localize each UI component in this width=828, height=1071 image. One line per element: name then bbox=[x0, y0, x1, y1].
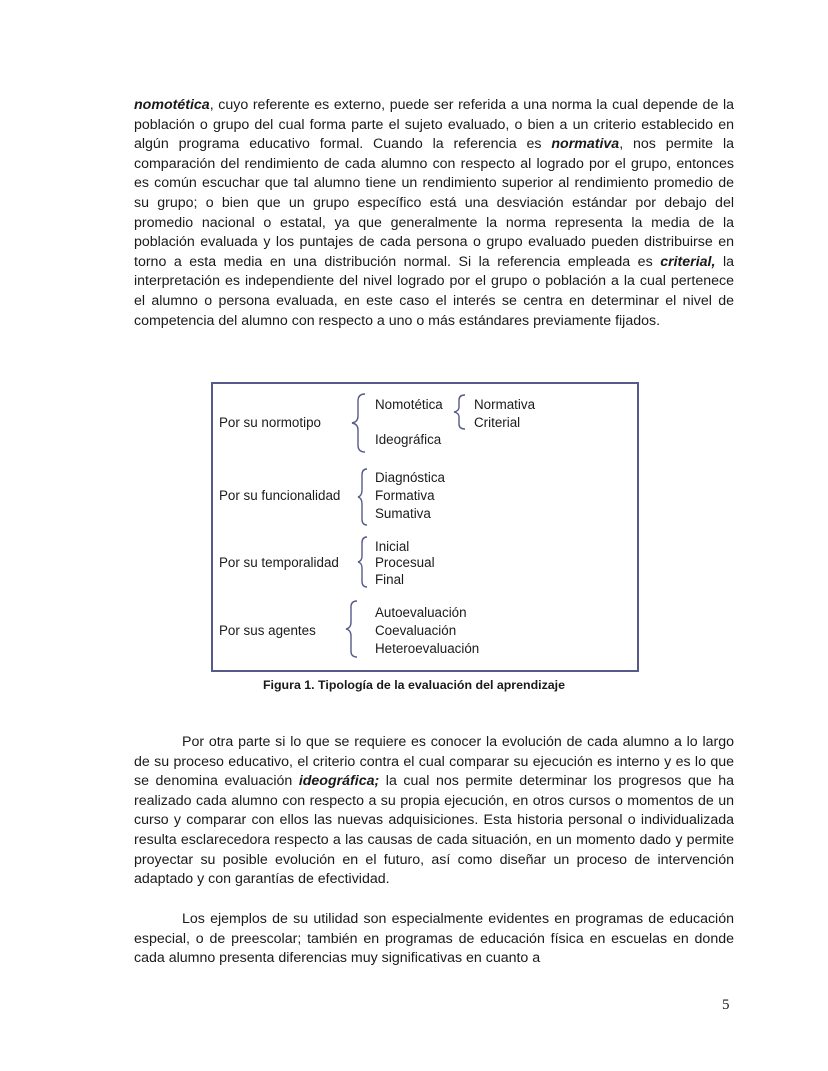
figure-item: Heteroevaluación bbox=[375, 641, 480, 656]
figure-typology-box bbox=[211, 382, 639, 672]
figure-item: Formativa bbox=[375, 488, 435, 503]
figure-item: Sumativa bbox=[375, 506, 431, 521]
brace-icon bbox=[345, 600, 359, 658]
paragraph-nomotetica bbox=[134, 96, 734, 331]
brace-icon bbox=[453, 394, 467, 430]
brace-icon bbox=[351, 393, 367, 453]
figure-group-label: Por su funcionalidad bbox=[219, 488, 341, 503]
paragraph-text: , cuyo referente es externo, puede ser referida a una norma la cual depende de la población o grupo del cual forma parte el sujeto evaluado, o bien a un criterio establecido en algún programa educativo formal. Cuando la referencia es bbox=[134, 97, 734, 153]
figure-item: Procesual bbox=[375, 555, 435, 570]
term-ideografica: ideográfica; bbox=[298, 773, 380, 790]
paragraph-ideografica bbox=[134, 733, 734, 890]
paragraph-text: Por otra parte si lo que se requiere es conocer la evolución de cada alumno a lo largo de su proceso educativo, el criterio contra el cual comparar su ejecución es interno y es lo que se denomina evaluación bbox=[134, 734, 734, 790]
figure-item: Ideográfica bbox=[375, 432, 442, 447]
paragraph-ejemplos: Los ejemplos de su utilidad son especialmente evidentes en programas de educación especial, o de preescolar; también en programas de educación física en escuelas en donde cada alumno presenta diferencias muy significativas en cuanto a bbox=[134, 911, 734, 967]
figure-group-label: Por sus agentes bbox=[219, 623, 316, 638]
term-nomotetica: nomotética bbox=[134, 97, 210, 113]
brace-icon bbox=[357, 536, 369, 588]
figure-item: Final bbox=[375, 572, 405, 587]
figure-group-label: Por su normotipo bbox=[219, 415, 321, 430]
figure-item: Diagnóstica bbox=[375, 470, 445, 485]
figure-item: Inicial bbox=[375, 539, 410, 554]
paragraph-text: , nos permite la comparación del rendimiento de cada alumno con respecto al logrado por el grupo, entonces es común escuchar que tal alumno tiene un rendimiento superior al rendimiento promedio de su grupo; o bien que un grupo específico está una desviación estándar por debajo del promedio nacional o estatal, ya que generalmente la norma representa la media de la población evaluada y los puntajes de cada persona o grupo evaluado pueden distribuirse en torno a esta media en una distribución normal. Si la referencia empleada es bbox=[134, 136, 734, 270]
page-number: 5 bbox=[722, 997, 730, 1013]
figure-caption: Figura 1. Tipología de la evaluación del aprendizaje bbox=[262, 678, 566, 692]
figure-item: Nomotética bbox=[375, 397, 443, 412]
figure-item: Coevaluación bbox=[375, 623, 457, 638]
figure-group-label: Por su temporalidad bbox=[219, 555, 339, 570]
paragraph-text: la cual nos permite determinar los progresos que ha realizado cada alumno con respecto a su propia ejecución, en otros cursos o momentos de un curso y comparar con ellos las nuevas adquisiciones. Esta historia personal o individualizada resulta esclarecedora respecto a las causas de cada situación, en un momento dado y permite proyectar su posible evolución en el futuro, así como diseñar un proceso de intervención adaptado y con garantías de efectividad. bbox=[134, 773, 734, 888]
term-criterial: criterial, bbox=[660, 253, 716, 270]
figure-subitem: Criterial bbox=[474, 415, 521, 430]
figure-subitem: Normativa bbox=[474, 397, 536, 412]
term-normativa: normativa bbox=[551, 136, 620, 153]
paragraph-text: la interpretación es independiente del nivel logrado por el grupo o población a la cual pertenece el alumno o persona evaluada, en este caso el interés se centra en determinar el nivel de competencia del alumno con respecto a uno o más estándares previamente fijados. bbox=[134, 253, 734, 329]
figure-item: Autoevaluación bbox=[375, 605, 467, 620]
brace-icon bbox=[357, 468, 369, 526]
